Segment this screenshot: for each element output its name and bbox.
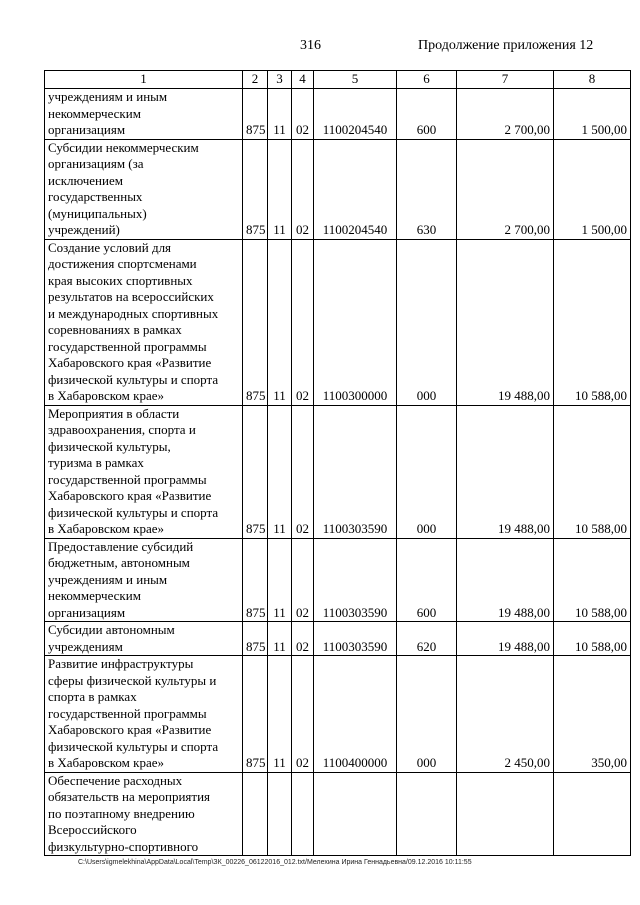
row-description [45,772,243,856]
column-header: 3 [268,71,292,89]
amount-year-1: 2 700,00 [457,139,554,239]
description-line: Всероссийского [48,822,137,837]
amount-year-2: 1 500,00 [554,139,631,239]
subsection-code: 02 [292,656,314,773]
expense-type-code: 620 [397,622,457,656]
target-article-code: 1100204540 [314,89,397,140]
row-description [45,139,243,239]
description-line: по поэтапному внедрению [48,805,195,821]
amount-year-2: 1 500,00 [554,89,631,140]
description-line: некоммерческим [48,105,141,121]
description-line: физической культуры и спорта [48,371,219,387]
amount-year-1: 19 488,00 [457,239,554,405]
amount-year-2: 10 588,00 [554,622,631,656]
description-line: учреждений) [48,222,120,237]
table-header-row [45,71,631,89]
section-code: 11 [268,239,292,405]
subsection-code: 02 [292,89,314,140]
file-path-footer: C:\Users\igmelekhina\AppData\Local\Temp\ЗК_00226_06122016_012.txt/Мелехина Ирина Геннадьевна/09.12.2016 10:11:55 [78,859,472,866]
row-description [45,656,243,773]
amount-year-2 [554,772,631,856]
description-line: сферы физической культуры и [48,672,217,688]
section-code: 11 [268,139,292,239]
table-row [45,239,631,405]
expense-type-code: 000 [397,656,457,773]
description-line: здравоохранения, спорта и [48,422,196,437]
amount-year-1: 2 700,00 [457,89,554,140]
column-header: 4 [292,71,314,89]
description-line: Создание условий для [48,239,172,255]
target-article-code: 1100303590 [314,622,397,656]
description-line: туризма в рамках [48,455,144,470]
section-code: 11 [268,405,292,538]
target-article-code: 1100303590 [314,538,397,622]
amount-year-1: 2 450,00 [457,656,554,773]
subsection-code: 02 [292,239,314,405]
description-line: Субсидии некоммерческим [48,139,199,155]
ministry-code: 875 [243,239,268,405]
description-line: Хабаровского края «Развитие [48,488,212,503]
budget-table [44,70,631,856]
row-description [45,622,243,656]
target-article-code: 1100303590 [314,405,397,538]
amount-year-1: 19 488,00 [457,622,554,656]
section-code: 11 [268,622,292,656]
description-line: государственной программы [48,338,207,354]
description-line: физической культуры и спорта [48,504,219,520]
ministry-code: 875 [243,139,268,239]
ministry-code: 875 [243,405,268,538]
amount-year-1: 19 488,00 [457,538,554,622]
expense-type-code: 630 [397,139,457,239]
target-article-code: 1100300000 [314,239,397,405]
target-article-code: 1100400000 [314,656,397,773]
description-line: в Хабаровском крае» [48,521,165,536]
ministry-code: 875 [243,622,268,656]
column-header: 2 [243,71,268,89]
ministry-code [243,772,268,856]
table-row [45,538,631,622]
column-header: 5 [314,71,397,89]
description-line: соревнованиях в рамках [48,322,182,337]
row-description [45,538,243,622]
description-line: организациям [48,604,126,620]
amount-year-2: 10 588,00 [554,239,631,405]
description-line: спорта в рамках [48,689,137,704]
table-row [45,139,631,239]
description-line: Обеспечение расходных [48,772,183,788]
description-line: государственных [48,189,143,204]
expense-type-code [397,772,457,856]
amount-year-1: 19 488,00 [457,405,554,538]
expense-type-code: 000 [397,405,457,538]
subsection-code: 02 [292,405,314,538]
description-line: обязательств на мероприятия [48,789,211,804]
ministry-code: 875 [243,89,268,140]
ministry-code: 875 [243,656,268,773]
subsection-code: 02 [292,622,314,656]
description-line: и международных спортивных [48,305,219,321]
subsection-code [292,772,314,856]
description-line: Хабаровского края «Развитие [48,355,212,370]
description-line: Субсидии автономным [48,622,175,637]
amount-year-2: 10 588,00 [554,538,631,622]
description-line: бюджетным, автономным [48,555,190,570]
description-line: в Хабаровском крае» [48,755,165,770]
description-line: Развитие инфраструктуры [48,656,194,671]
description-line: некоммерческим [48,588,141,603]
description-line: государственной программы [48,705,207,721]
page-number: 316 [300,38,321,53]
table-row [45,405,631,538]
section-code: 11 [268,656,292,773]
description-line: (муниципальных) [48,205,147,221]
description-line: в Хабаровском крае» [48,388,165,403]
column-header: 6 [397,71,457,89]
section-code: 11 [268,538,292,622]
description-line: организациям [48,122,126,137]
target-article-code: 1100204540 [314,139,397,239]
continuation-caption: Продолжение приложения 12 [418,38,594,53]
row-description [45,239,243,405]
amount-year-2: 10 588,00 [554,405,631,538]
description-line: учреждениям [48,638,123,654]
section-code [268,772,292,856]
table-row [45,656,631,773]
subsection-code: 02 [292,139,314,239]
description-line: физкультурно-спортивного [48,838,199,854]
description-line: Хабаровского края «Развитие [48,722,212,737]
description-line: учреждениям и иным [48,571,168,587]
table-row [45,89,631,140]
table-row [45,622,631,656]
section-code: 11 [268,89,292,140]
column-header: 8 [554,71,631,89]
expense-type-code: 600 [397,538,457,622]
description-line: Мероприятия в области [48,405,180,421]
description-line: Предоставление субсидий [48,538,194,554]
description-line: физической культуры и спорта [48,738,219,754]
expense-type-code: 600 [397,89,457,140]
column-header: 1 [45,71,243,89]
description-line: государственной программы [48,471,207,487]
amount-year-2: 350,00 [554,656,631,773]
column-header: 7 [457,71,554,89]
target-article-code [314,772,397,856]
subsection-code: 02 [292,538,314,622]
amount-year-1 [457,772,554,856]
description-line: организациям (за [48,156,144,171]
ministry-code: 875 [243,538,268,622]
description-line: исключением [48,172,123,188]
description-line: результатов на всероссийских [48,289,214,304]
description-line: учреждениям и иным [48,89,168,104]
row-description [45,89,243,140]
description-line: физической культуры, [48,438,171,454]
description-line: края высоких спортивных [48,272,193,288]
row-description [45,405,243,538]
expense-type-code: 000 [397,239,457,405]
description-line: достижения спортсменами [48,256,197,271]
table-row [45,772,631,856]
